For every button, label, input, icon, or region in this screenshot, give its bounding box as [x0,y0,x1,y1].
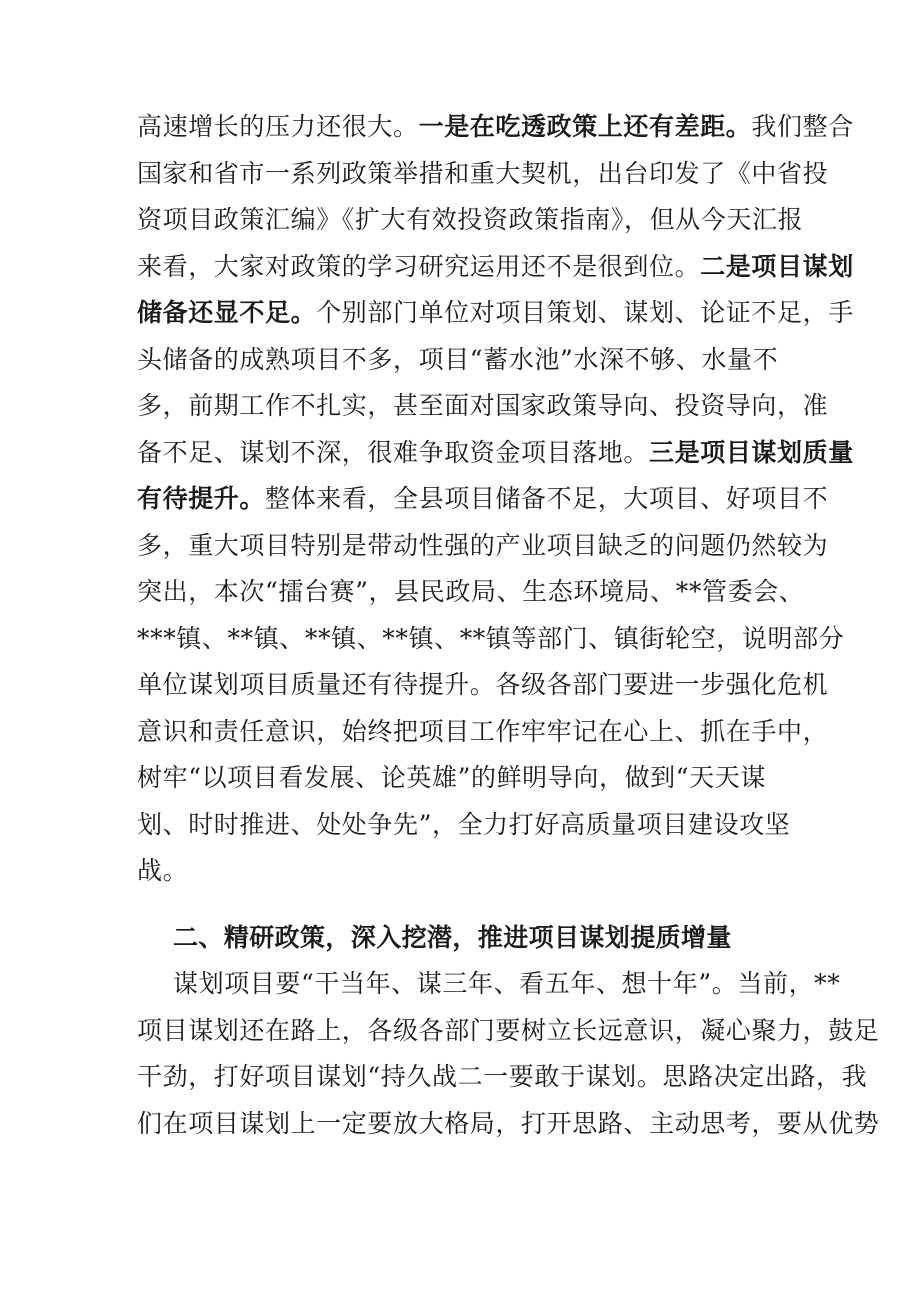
text-line [137,662,829,709]
text-run: 干劲，打好项目谋划“持久战二一要敢于谋划。思路决定出路，我 [137,1062,868,1091]
text-line [137,337,777,384]
text-line [137,569,805,616]
text-line [137,383,829,430]
text-line [137,802,791,849]
text-line [137,709,829,756]
text-run: 树牢“以项目看发展、论英雄”的鲜明导向，做到“天天谋 [137,763,766,792]
text-run: 单位谋划项目质量还有待提升。各级各部门要进一步强化危机 [137,670,829,699]
text-line [137,755,777,802]
text-line [137,151,829,198]
text-run: 国家和省市一系列政策举措和重大契机，出台印发了《中省投 [137,158,829,188]
text-line [137,197,804,244]
text-run: 谋划项目要“干当年、谋三年、看五年、想十年”。当前，** [173,969,841,998]
text-run: 战。 [137,856,189,885]
text-run: 备不足、谋划不深，很难争取资金项目落地。 [137,437,650,467]
text-line [137,104,854,151]
document-body [137,104,880,1147]
text-line [137,616,845,663]
text-run: 突出，本次“擂台赛”，县民政局、生态环境局、**管委会、 [137,577,805,606]
text-run: ***镇、**镇、**镇、**镇、**镇等部门、镇街轮空，说明部分 [137,623,845,653]
section-heading: 二、精研政策，深入挖潜，推进项目谋划提质增量 [173,922,732,952]
text-run: 多，重大项目特别是带动性强的产业项目缺乏的问题仍然较为 [137,530,829,560]
text-run: 多，前期工作不扎实，甚至面对国家政策导向、投资导向，准 [137,391,829,420]
bold-run: 二是项目谋划 [700,251,854,281]
text-run: 意识和责任意识，始终把项目工作牢牢记在心上、抓在手中， [137,716,829,746]
text-run: 个别部门单位对项目策划、谋划、论证不足，手 [316,298,854,327]
bold-run: 有待提升。 [137,484,266,513]
text-run: 整体来看，全县项目储备不足，大项目、好项目不 [265,484,829,513]
text-run: 资项目政策汇编》《扩大有效投资政策指南》，但从今天汇报 [137,205,804,234]
text-line [137,1008,880,1055]
bold-run: 一是在吃透政策上还有差距。 [418,112,752,141]
text-run: 头储备的成熟项目不多，项目“蓄水池”水深不够、水量不 [137,344,779,374]
text-run: 项目谋划还在路上，各级各部门要树立长远意识，凝心聚力，鼓足 [137,1015,880,1045]
text-line [137,961,841,1008]
text-line [137,430,854,477]
paragraph-gap [137,895,777,915]
text-line [137,523,829,570]
text-run: 高速增长的压力还很大。 [137,112,419,141]
text-line [137,244,854,291]
text-line [137,1101,880,1148]
text-run: 划、时时推进、处处争先”，全力打好高质量项目建设攻坚 [137,809,791,839]
text-line [137,290,854,337]
bold-run: 三是项目谋划质量 [649,437,854,467]
bold-run: 储备还显不足。 [137,298,317,327]
text-line [137,476,829,523]
text-line [137,848,777,895]
text-run: 我们整合 [751,112,854,141]
text-line [137,1054,868,1101]
text-run: 们在项目谋划上一定要放大格局，打开思路、主动思考，要从优势 [137,1108,880,1138]
text-run: 来看，大家对政策的学习研究运用还不是很到位。 [137,251,701,281]
